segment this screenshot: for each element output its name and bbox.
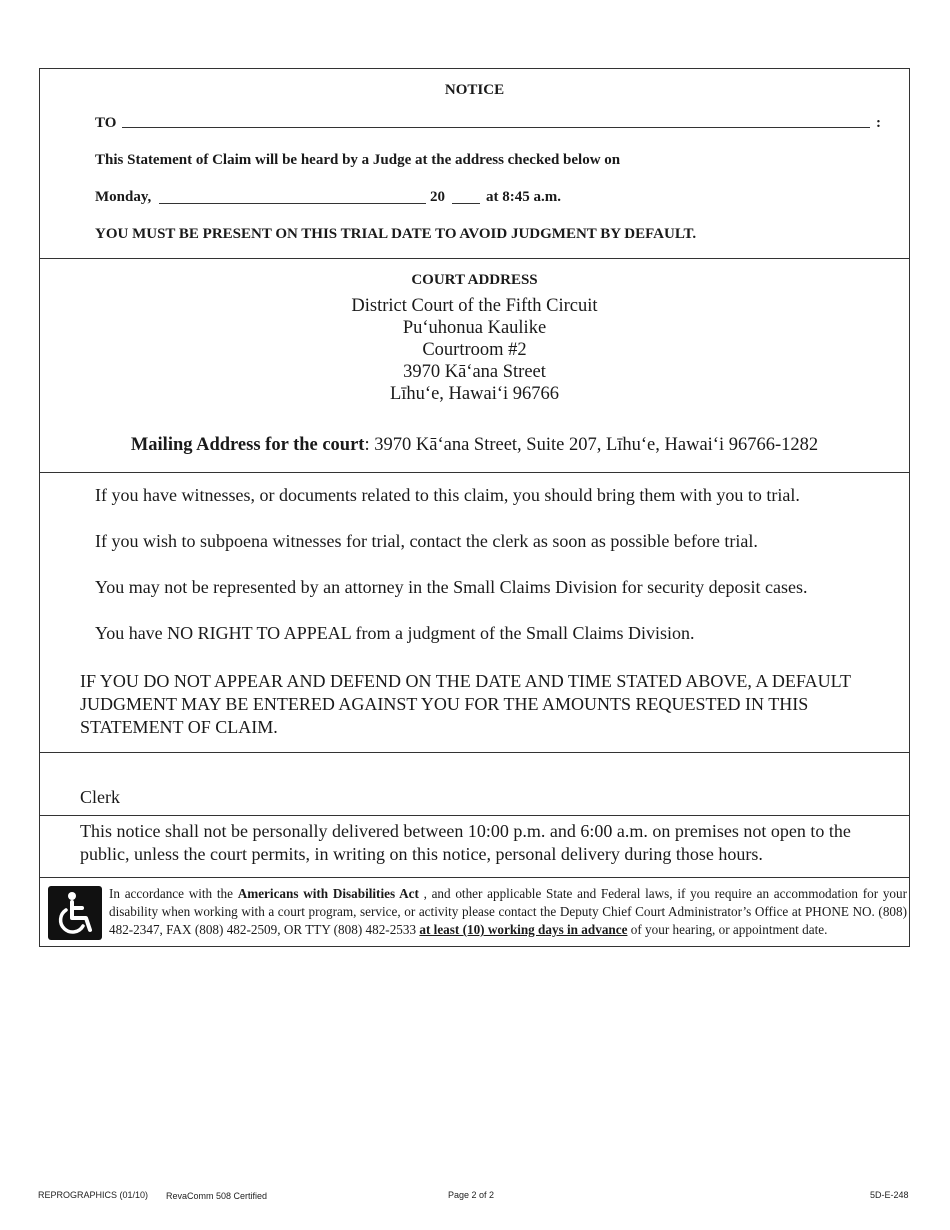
court-address-line: District Court of the Fifth Circuit: [351, 296, 598, 316]
ada-act-name: Americans with Disabilities Act: [237, 886, 419, 901]
notice-form: [39, 68, 910, 947]
reprographics-code: REPROGRAPHICS (01/10): [38, 1190, 149, 1200]
instruction-paragraph: If you have witnesses, or documents related to this claim, you should bring them with you to trial.: [95, 485, 800, 505]
court-address-line: Puʻuhonua Kaulike: [402, 318, 547, 338]
date-field-line[interactable]: [159, 203, 426, 204]
ada-contact-info: , and other applicable State and Federal laws, if you require an accommodation for your disability when working with a court program, service, or activity please contact the Deputy Chief Court Administrator’s Office at PHONE NO. (808) 482-2347, FAX (808) 482-2509, OR TTY (808) 482-2533: [109, 886, 907, 937]
form-number: 5D-E-248: [870, 1190, 909, 1200]
court-address-line: Līhuʻe, Hawaiʻi 96766: [389, 384, 560, 404]
year-prefix: 20: [430, 189, 445, 205]
instructions-section: [40, 472, 909, 753]
ada-suffix: of your hearing, or appointment date.: [627, 922, 828, 937]
mailing-address-label: Mailing Address for the court: [130, 435, 365, 455]
delivery-notice: This notice shall not be personally delivered between 10:00 p.m. and 6:00 a.m. on premises not open to the public, unless the court permits, in writing on this notice, personal delivery during those hours.: [80, 821, 851, 864]
clerk-section: [40, 752, 909, 816]
to-label: TO: [95, 115, 117, 131]
ada-deadline: at least (10) working days in advance: [419, 922, 628, 937]
wheelchair-accessibility-icon: [48, 886, 102, 940]
ada-section: [40, 877, 909, 948]
court-address-line: Courtroom #2: [422, 340, 527, 360]
must-be-present-warning: YOU MUST BE PRESENT ON THIS TRIAL DATE TO AVOID JUDGMENT BY DEFAULT.: [95, 226, 697, 242]
hearing-statement: This Statement of Claim will be heard by a Judge at the address checked below on: [95, 152, 621, 168]
to-field-line[interactable]: [122, 127, 870, 128]
court-address-line: 3970 Kāʻana Street: [403, 362, 546, 382]
clerk-label: Clerk: [80, 787, 120, 807]
mailing-address: [40, 435, 909, 456]
year-field-line[interactable]: [452, 203, 480, 204]
monday-label: Monday,: [95, 189, 152, 205]
ada-prefix: In accordance with the: [109, 886, 238, 901]
mailing-address-value: : 3970 Kāʻana Street, Suite 207, Līhuʻe, Hawaiʻi 96766-1282: [364, 435, 819, 455]
court-address-title: COURT ADDRESS: [411, 272, 538, 288]
hearing-time: at 8:45 a.m.: [486, 189, 561, 205]
instruction-paragraph: You may not be represented by an attorney in the Small Claims Division for security deposit cases.: [95, 577, 808, 597]
delivery-section: [40, 815, 909, 878]
court-address-section: [40, 258, 909, 473]
default-judgment-warning: IF YOU DO NOT APPEAR AND DEFEND ON THE DATE AND TIME STATED ABOVE, A DEFAULT JUDGMENT MAY BE ENTERED AGAINST YOU FOR THE AMOUNTS REQUESTED IN THIS STATEMENT OF CLAIM.: [80, 671, 851, 737]
notice-title: NOTICE: [444, 82, 505, 98]
page-number: Page 2 of 2: [448, 1190, 495, 1200]
notice-section: [40, 69, 909, 259]
certification-note: RevaComm 508 Certified: [166, 1191, 268, 1201]
ada-notice: [109, 885, 907, 939]
instruction-paragraph: You have NO RIGHT TO APPEAL from a judgment of the Small Claims Division.: [95, 623, 695, 643]
to-colon: :: [876, 115, 881, 131]
instruction-paragraph: If you wish to subpoena witnesses for trial, contact the clerk as soon as possible before trial.: [95, 531, 758, 551]
